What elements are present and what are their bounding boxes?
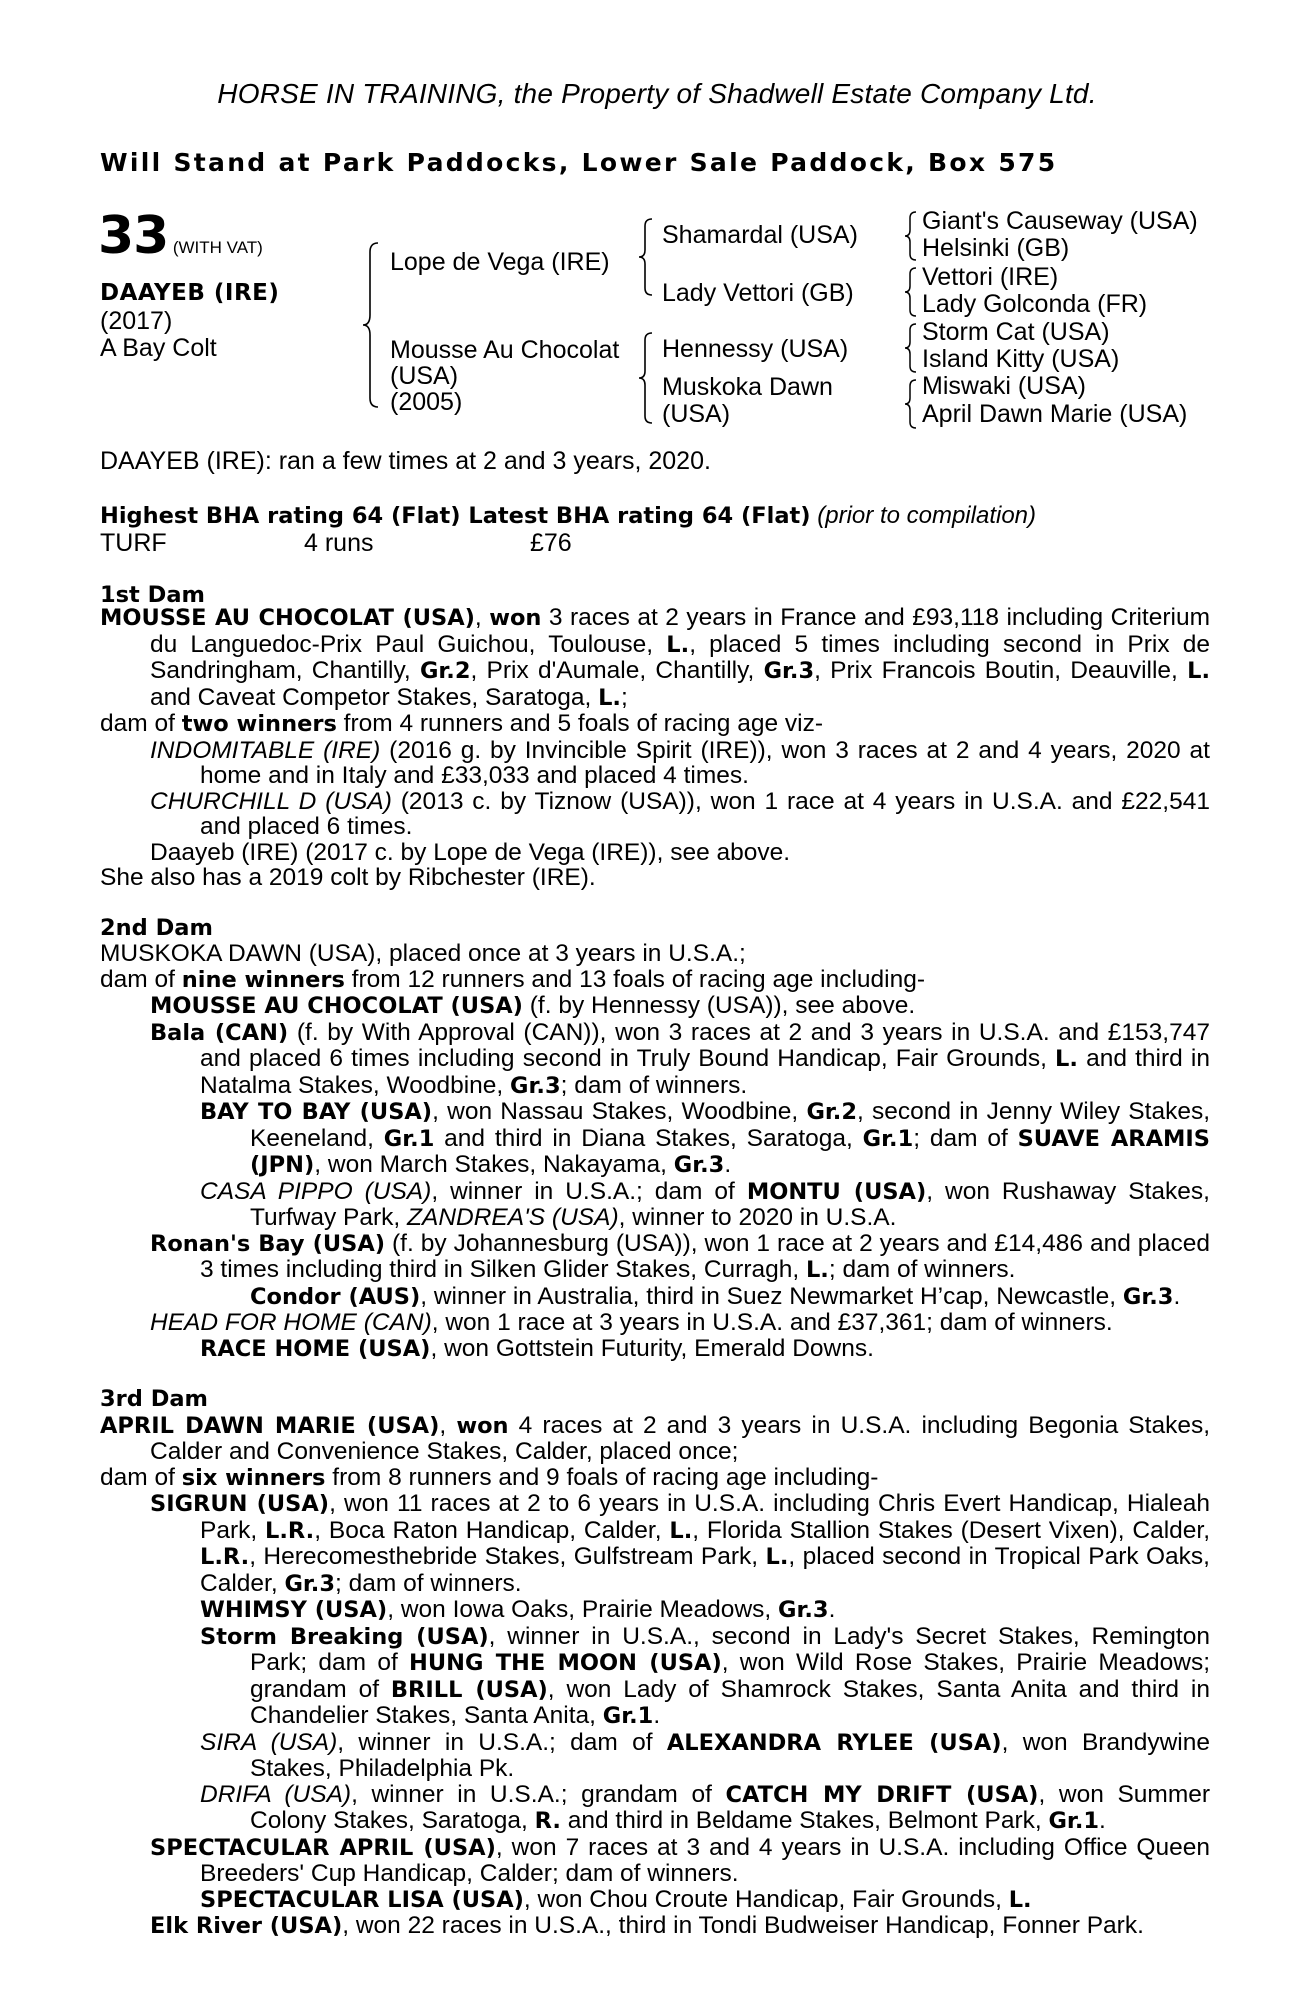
first-dam-body	[100, 605, 1210, 1940]
produce-entry: INDOMITABLE (IRE) (2016 g. by Invincible Spirit (IRE)), won 3 races at 2 and 4 years, 2020 at home and in Italy and £33,033 and placed 4 times.	[150, 736, 1210, 789]
pedigree-brace-g3-4	[902, 378, 922, 430]
g3-name: Lady Golconda (FR)	[922, 290, 1148, 318]
turf-prize: £76	[530, 529, 572, 557]
turf-label: TURF	[100, 529, 167, 557]
dam-name-2: (USA)	[390, 362, 459, 390]
produce-entry: SPECTACULAR APRIL (USA), won 7 races at 3 and 4 years in U.S.A. including Office Queen Breeders' Cup Handicap, Calder; dam of winners.	[150, 1833, 1210, 1887]
rating-note: (prior to compilation)	[817, 502, 1037, 529]
pedigree-brace-g3-3	[902, 322, 922, 374]
horse-description: A Bay Colt	[100, 334, 217, 362]
produce-entry: HEAD FOR HOME (CAN), won 1 race at 3 years in U.S.A. and £37,361; dam of winners.	[150, 1309, 1113, 1336]
lot-number: 33	[98, 206, 169, 266]
first-dam-record: MOUSSE AU CHOCOLAT (USA), won 3 races at 2 years in France and £93,118 including Criterium du Languedoc-Prix Paul Guichou, Toulouse, L., placed 5 times including second in Prix de Sandringham, Chantilly, Gr.2, Prix d'Aumale, Chantilly, Gr.3, Prix Francois Boutin, Deauville, L. and Caveat Competor Stakes, Saratoga, L.;	[100, 604, 1211, 711]
second-dam-heading: 2nd Dam	[100, 914, 213, 941]
produce-entry: SPECTACULAR LISA (USA), won Chou Croute Handicap, Fair Grounds, L.	[200, 1885, 1032, 1913]
produce-entry: Bala (CAN) (f. by With Approval (CAN)), won 3 races at 2 and 3 years in U.S.A. and £153,747 and placed 6 times including second in Truly Bound Handicap, Fair Grounds, L. and third in Natalma Stakes, Woodbine, Gr.3; dam of winners.	[150, 1018, 1210, 1099]
pedigree-brace-main	[360, 240, 390, 410]
second-dam-produce: dam of nine winners from 12 runners and 13 foals of racing age including-	[100, 965, 926, 993]
produce-note: She also has a 2019 colt by Ribchester (IRE).	[100, 864, 596, 891]
g3-name: Vettori (IRE)	[922, 263, 1059, 291]
produce-entry: WHIMSY (USA), won Iowa Oaks, Prairie Meadows, Gr.3.	[200, 1596, 836, 1623]
third-dam-heading: 3rd Dam	[100, 1386, 208, 1412]
produce-entry: BAY TO BAY (USA), won Nassau Stakes, Woodbine, Gr.2, second in Jenny Wiley Stakes, Keeneland, Gr.1 and third in Diana Stakes, Saratoga, Gr.1; dam of SUAVE ARAMIS (JPN), won March Stakes, Nakayama, Gr.3.	[200, 1098, 1211, 1178]
property-line: HORSE IN TRAINING, the Property of Shadwell Estate Company Ltd.	[217, 78, 1097, 109]
dam-name-1: Mousse Au Chocolat	[390, 336, 620, 364]
g3-name: April Dawn Marie (USA)	[922, 400, 1188, 428]
career-summary: DAAYEB (IRE): ran a few times at 2 and 3 years, 2020.	[100, 447, 711, 475]
produce-entry: RACE HOME (USA), won Gottstein Futurity, Emerald Downs.	[200, 1334, 874, 1362]
pedigree-brace-g3-1	[902, 210, 922, 262]
produce-entry: MOUSSE AU CHOCOLAT (USA) (f. by Hennessy (USA)), see above.	[150, 992, 916, 1019]
pedigree-brace-dam	[636, 330, 660, 426]
rating-line	[100, 502, 1036, 530]
produce-entry: Daayeb (IRE) (2017 c. by Lope de Vega (IRE)), see above.	[150, 838, 791, 866]
lot-number-row	[98, 206, 263, 266]
produce-entry: CASA PIPPO (USA), winner in U.S.A.; dam of MONTU (USA), won Rushaway Stakes, Turfway Park, ZANDREA'S (USA), winner to 2020 in U.S.A.	[200, 1177, 1210, 1231]
g3-name: Miswaki (USA)	[922, 372, 1086, 400]
g3-name: Giant's Causeway (USA)	[922, 207, 1198, 235]
produce-entry: SIGRUN (USA), won 11 races at 2 to 6 years in U.S.A. including Chris Evert Handicap, Hialeah Park, L.R., Boca Raton Handicap, Calder, L., Florida Stallion Stakes (Desert Vixen), Calder, L.R., Herecomesthebride Stakes, Gulfstream Park, L., placed second in Tropical Park Oaks, Calder, Gr.3; dam of winners.	[150, 1490, 1211, 1597]
sire-dam-name: Lady Vettori (GB)	[662, 279, 854, 307]
horse-year: (2017)	[100, 307, 173, 335]
first-dam-produce: dam of two winners from 4 runners and 5 foals of racing age viz-	[100, 710, 824, 737]
produce-entry: Elk River (USA), won 22 races in U.S.A., third in Tondi Budweiser Handicap, Fonner Park.	[150, 1912, 1144, 1939]
produce-entry: Storm Breaking (USA), winner in U.S.A., second in Lady's Secret Stakes, Remington Park; dam of HUNG THE MOON (USA), won Wild Rose Stakes, Prairie Meadows; grandam of BRILL (USA), won Lady of Shamrock Stakes, Santa Anita and third in Chandelier Stakes, Santa Anita, Gr.1.	[200, 1622, 1210, 1729]
stand-line: Will Stand at Park Paddocks, Lower Sale Paddock, Box 575	[100, 148, 1058, 177]
dam-dam-name-2: (USA)	[662, 400, 731, 428]
g3-name: Island Kitty (USA)	[922, 345, 1120, 373]
second-dam-record: MUSKOKA DAWN (USA), placed once at 3 years in U.S.A.;	[100, 940, 746, 967]
rating-values: Highest BHA rating 64 (Flat) Latest BHA rating 64 (Flat)	[100, 503, 811, 529]
produce-entry: CHURCHILL D (USA) (2013 c. by Tiznow (USA)), won 1 race at 4 years in U.S.A. and £22,541 and placed 6 times.	[150, 787, 1210, 840]
vat-label: (WITH VAT)	[172, 238, 263, 257]
dam-dam-name-1: Muskoka Dawn	[662, 373, 833, 401]
pedigree-brace-sire	[636, 216, 660, 298]
produce-entry: SIRA (USA), winner in U.S.A.; dam of ALEXANDRA RYLEE (USA), won Brandywine Stakes, Philadelphia Pk.	[200, 1728, 1210, 1782]
dam-sire-name: Hennessy (USA)	[662, 335, 849, 363]
g3-name: Helsinki (GB)	[922, 234, 1070, 262]
produce-entry: DRIFA (USA), winner in U.S.A.; grandam of CATCH MY DRIFT (USA), won Summer Colony Stakes, Saratoga, R. and third in Beldame Stakes, Belmont Park, Gr.1.	[200, 1780, 1211, 1834]
horse-name: DAAYEB (IRE)	[100, 280, 280, 306]
g3-name: Storm Cat (USA)	[922, 318, 1110, 346]
pedigree-brace-g3-2	[902, 266, 922, 318]
first-dam-heading: 1st Dam	[100, 582, 205, 608]
produce-entry: Condor (AUS), winner in Australia, third in Suez Newmarket H’cap, Newcastle, Gr.3.	[250, 1282, 1181, 1310]
third-dam-produce: dam of six winners from 8 runners and 9 foals of racing age including-	[100, 1463, 879, 1491]
turf-runs: 4 runs	[304, 529, 374, 557]
sire-name: Lope de Vega (IRE)	[390, 248, 610, 276]
sire-sire-name: Shamardal (USA)	[662, 221, 858, 249]
produce-entry: Ronan's Bay (USA) (f. by Johannesburg (USA)), won 1 race at 2 years and £14,486 and placed 3 times including third in Silken Glider Stakes, Curragh, L.; dam of winners.	[150, 1229, 1210, 1283]
dam-name-3: (2005)	[390, 388, 463, 416]
third-dam-record: APRIL DAWN MARIE (USA), won 4 races at 2 and 3 years in U.S.A. including Begonia Stakes, Calder and Convenience Stakes, Calder, placed once;	[100, 1411, 1210, 1465]
